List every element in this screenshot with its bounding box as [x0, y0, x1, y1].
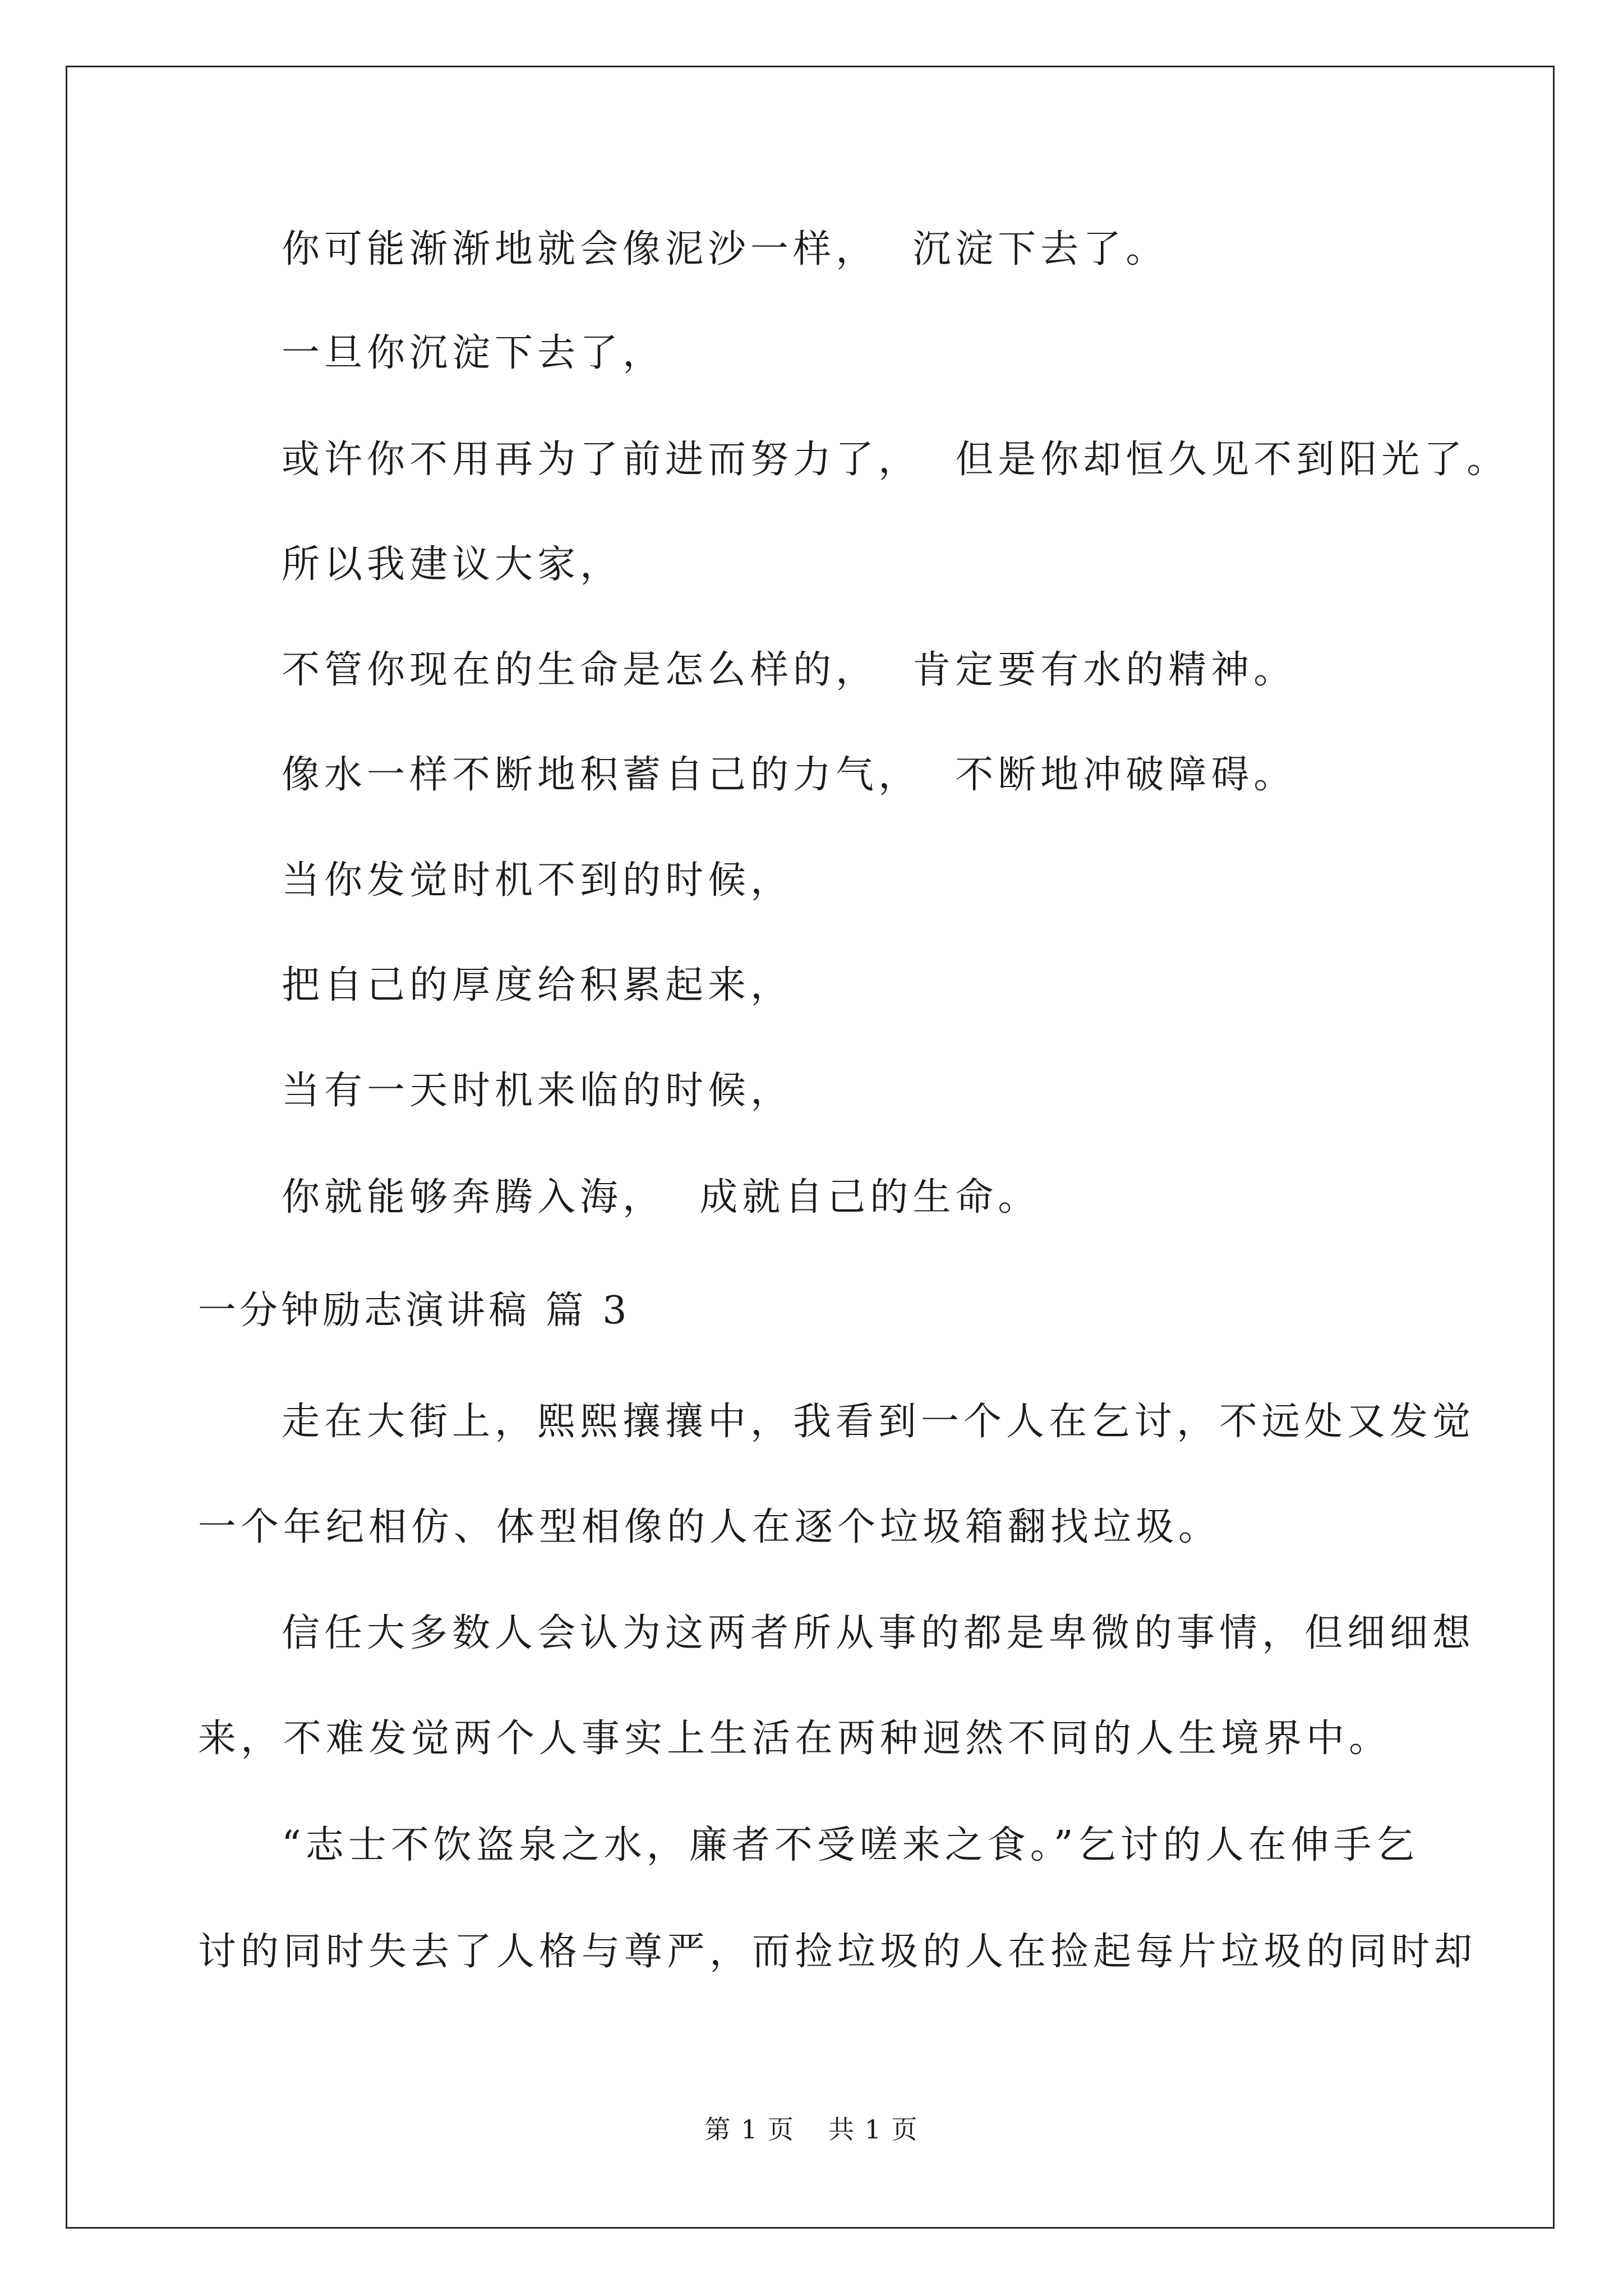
- page-number: 第 1 页: [704, 2114, 795, 2145]
- text-segment: 把自己的厚度给积累起来，: [282, 963, 794, 1007]
- text-segment: 不管你现在的生命是怎么样的，: [282, 648, 879, 692]
- section-heading: 一分钟励志演讲稿 篇 3: [198, 1289, 630, 1333]
- paragraph-line: 来，不难发觉两个人事实上生活在两种迥然不同的人生境界中。: [198, 1717, 1392, 1761]
- paragraph-line: 信任大多数人会认为这两者所从事的都是卑微的事情，但细细想: [282, 1611, 1476, 1655]
- text-segment: 肯定要有水的精神。: [912, 648, 1297, 692]
- text-segment: 像水一样不断地积蓄自己的力气，: [282, 753, 921, 797]
- paragraph-line: 走在大街上，熙熙攘攘中，我看到一个人在乞讨，不远处又发觉: [282, 1400, 1476, 1444]
- text-segment: 或许你不用再为了前进而努力了，: [282, 438, 921, 482]
- text-line: [282, 1172, 1040, 1223]
- text-line: [282, 435, 1509, 485]
- page-border: [66, 66, 1555, 2229]
- text-segment: 所以我建议大家，: [282, 542, 623, 587]
- text-segment: 沉淀下去了。: [912, 227, 1169, 272]
- text-segment: 当你发觉时机不到的时候，: [282, 858, 794, 903]
- text-segment: 你可能渐渐地就会像泥沙一样，: [282, 227, 879, 272]
- text-line: [282, 645, 1296, 696]
- text-segment: 你就能够奔腾入海，: [282, 1175, 666, 1220]
- text-line: [282, 960, 793, 1011]
- page-total: 共 1 页: [828, 2114, 919, 2145]
- text-line: [282, 1066, 793, 1116]
- text-line: [282, 328, 665, 379]
- text-segment: 一旦你沉淀下去了，: [282, 331, 666, 375]
- text-segment: 但是你却恒久见不到阳光了。: [955, 438, 1510, 482]
- page-footer: [0, 2109, 1623, 2146]
- text-line: [282, 855, 793, 906]
- text-segment: 不断地冲破障碍。: [955, 753, 1297, 797]
- text-segment: 当有一天时机来临的时候，: [282, 1069, 794, 1113]
- text-line: [282, 224, 1168, 275]
- text-line: [282, 540, 623, 590]
- paragraph-line: 讨的同时失去了人格与尊严，而捡垃圾的人在捡起每片垃圾的同时却: [198, 1930, 1477, 1974]
- paragraph-line: “志士不饮盗泉之水，廉者不受嗟来之食。”乞讨的人在伸手乞: [282, 1823, 1419, 1867]
- text-line: [282, 750, 1296, 800]
- paragraph-line: 一个年纪相仿、体型相像的人在逐个垃圾箱翻找垃圾。: [198, 1505, 1221, 1549]
- text-segment: 成就自己的生命。: [699, 1175, 1041, 1220]
